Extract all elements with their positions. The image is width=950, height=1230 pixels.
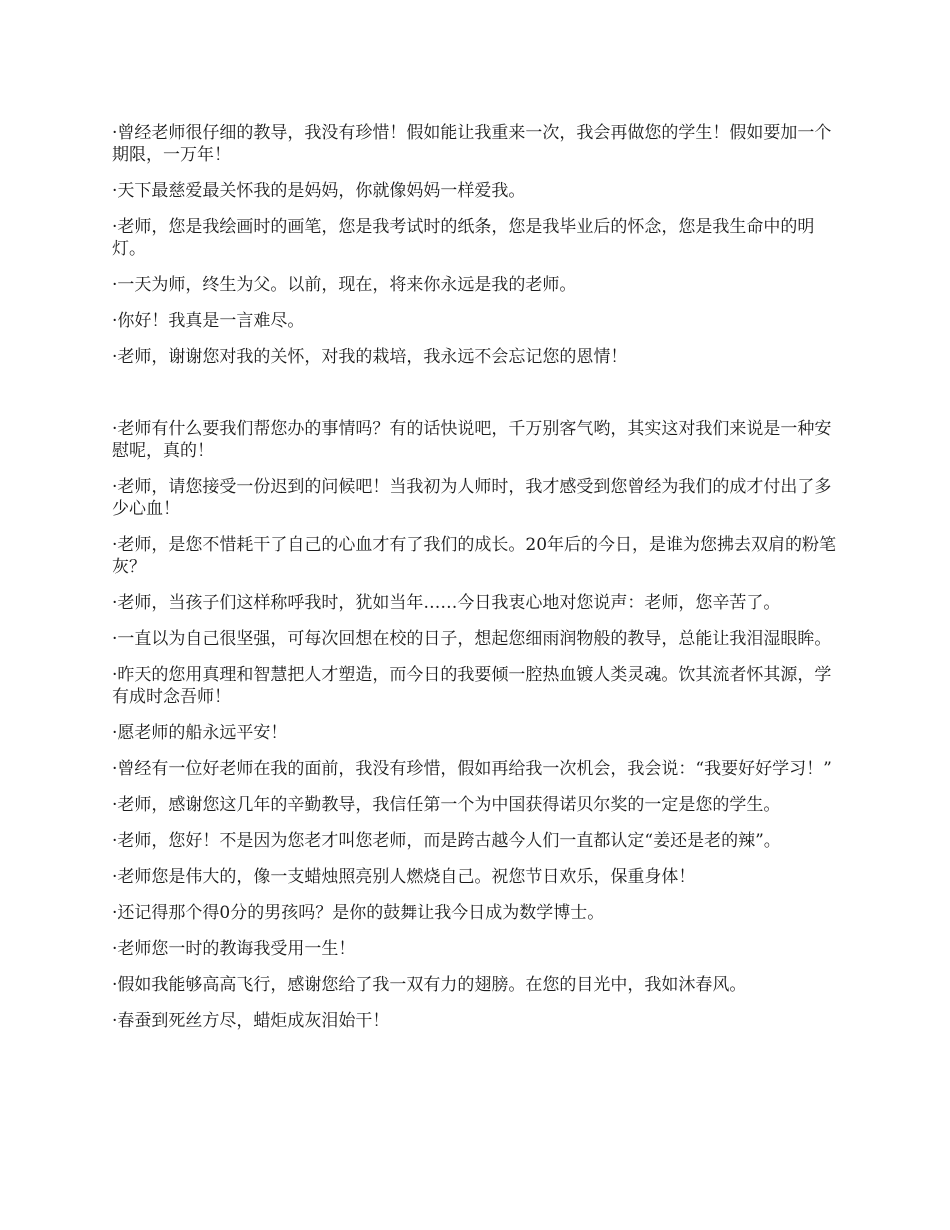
paragraph: ·老师，是您不惜耗干了自己的心血才有了我们的成长。20年后的今日，是谁为您拂去双肩的粉笔灰？ bbox=[112, 535, 837, 577]
section-1 bbox=[112, 122, 838, 382]
paragraph: ·老师，请您接受一份迟到的问候吧！当我初为人师时，我才感受到您曾经为我们的成才付出了多少心血！ bbox=[112, 477, 832, 519]
paragraph: ·曾经老师很仔细的教导，我没有珍惜！假如能让我重来一次，我会再做您的学生！假如要加一个期限，一万年！ bbox=[112, 123, 832, 165]
paragraph: ·曾经有一位好老师在我的面前，我没有珍惜，假如再给我一次机会，我会说：“我要好好学习！” bbox=[112, 759, 832, 779]
paragraph: ·老师，谢谢您对我的关怀，对我的栽培，我永远不会忘记您的恩情！ bbox=[112, 347, 628, 367]
paragraph: ·假如我能够高高飞行，感谢您给了我一双有力的翅膀。在您的目光中，我如沐春风。 bbox=[112, 975, 747, 995]
paragraph: ·老师您一时的教诲我受用一生！ bbox=[112, 939, 356, 959]
paragraph: ·天下最慈爱最关怀我的是妈妈，你就像妈妈一样爱我。 bbox=[112, 181, 526, 201]
paragraph: ·一直以为自己很坚强，可每次回想在校的日子，想起您细雨润物般的教导，总能让我泪湿眼眸。 bbox=[112, 629, 832, 649]
paragraph: ·还记得那个得0分的男孩吗？是你的鼓舞让我今日成为数学博士。 bbox=[112, 903, 605, 923]
paragraph: ·昨天的您用真理和智慧把人才塑造，而今日的我要倾一腔热血镀人类灵魂。饮其流者怀其源，学有成时念吾师！ bbox=[112, 665, 832, 707]
paragraph: ·老师，您好！不是因为您老才叫您老师，而是跨古越今人们一直都认定“姜还是老的辣”。 bbox=[112, 831, 781, 851]
paragraph: ·老师，您是我绘画时的画笔，您是我考试时的纸条，您是我毕业后的怀念，您是我生命中的明灯。 bbox=[112, 217, 815, 259]
paragraph: ·老师，当孩子们这样称呼我时，犹如当年……今日我衷心地对您说声：老师，您辛苦了。 bbox=[112, 593, 781, 613]
paragraph: ·愿老师的船永远平安！ bbox=[112, 723, 288, 743]
paragraph: ·你好！我真是一言难尽。 bbox=[112, 311, 305, 331]
paragraph: ·一天为师，终生为父。以前，现在，将来你永远是我的老师。 bbox=[112, 275, 577, 295]
paragraph: ·春蚕到死丝方尽，蜡炬成灰泪始干！ bbox=[112, 1011, 390, 1031]
paragraph: ·老师您是伟大的，像一支蜡烛照亮别人燃烧自己。祝您节日欢乐，保重身体！ bbox=[112, 867, 696, 887]
section-2 bbox=[112, 418, 838, 1046]
paragraph: ·老师，感谢您这几年的辛勤教导，我信任第一个为中国获得诺贝尔奖的一定是您的学生。 bbox=[112, 795, 781, 815]
paragraph: ·老师有什么要我们帮您办的事情吗？有的话快说吧，千万别客气哟，其实这对我们来说是一种安慰呢，真的！ bbox=[112, 419, 832, 461]
